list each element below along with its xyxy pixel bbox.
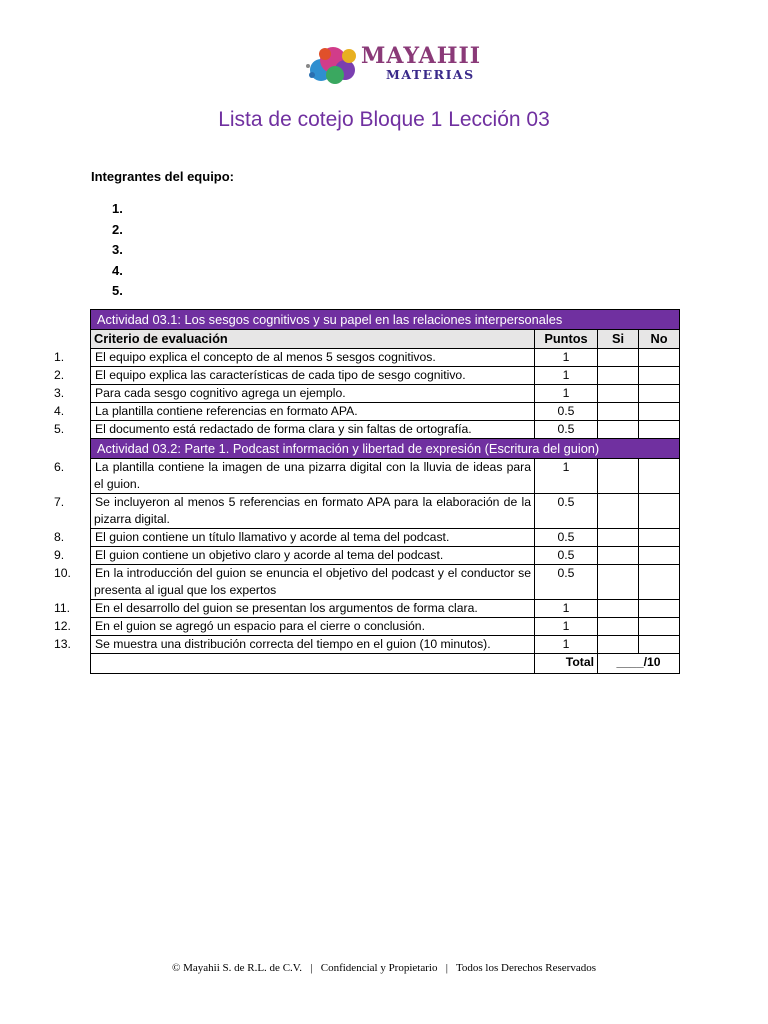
criterion-description: Se incluyeron al menos 5 referencias en formato APA para la elaboración de la pizarra digital. (94, 495, 531, 526)
criterion-points: 0.5 (535, 421, 598, 439)
criterion-number: 1. (54, 350, 65, 364)
member-item: 5. (112, 283, 123, 299)
criterion-number: 4. (54, 404, 65, 418)
criterion-row (91, 618, 680, 636)
no-checkbox-cell[interactable] (639, 529, 680, 547)
criterion-row (91, 459, 680, 494)
criterion-points: 0.5 (535, 565, 598, 600)
criterion-text (54, 367, 535, 385)
criterion-row (91, 600, 680, 618)
members-list (112, 199, 123, 302)
criterion-number: 6. (54, 460, 65, 474)
criterion-row (91, 547, 680, 565)
criterion-number: 7. (54, 495, 65, 509)
activity-2-title: Actividad 03.2: Parte 1. Podcast información y libertad de expresión (Escritura del guion) (91, 439, 680, 459)
criterion-points: 1 (535, 367, 598, 385)
logo-sub-text: MATERIAS (386, 67, 475, 82)
yes-checkbox-cell[interactable] (598, 385, 639, 403)
no-checkbox-cell[interactable] (639, 618, 680, 636)
no-checkbox-cell[interactable] (639, 600, 680, 618)
criterion-text (54, 529, 535, 547)
member-item: 2. (112, 221, 123, 237)
criterion-text (54, 494, 535, 529)
member-item: 1. (112, 201, 123, 216)
criterion-description: En el guion se agregó un espacio para el cierre o conclusión. (95, 619, 425, 633)
criterion-text (54, 349, 535, 367)
no-checkbox-cell[interactable] (639, 636, 680, 654)
yes-checkbox-cell[interactable] (598, 403, 639, 421)
criterion-number: 12. (54, 619, 71, 633)
criterion-points: 1 (535, 618, 598, 636)
criterion-row (91, 385, 680, 403)
criterion-description: En el desarrollo del guion se presentan los argumentos de forma clara. (95, 601, 478, 615)
yes-checkbox-cell[interactable] (598, 349, 639, 367)
criterion-description: El guion contiene un título llamativo y acorde al tema del podcast. (95, 530, 450, 544)
yes-checkbox-cell[interactable] (598, 547, 639, 565)
criterion-description: El equipo explica las características de cada tipo de sesgo cognitivo. (95, 368, 466, 382)
no-header: No (639, 330, 680, 349)
no-checkbox-cell[interactable] (639, 547, 680, 565)
criterion-description: En la introducción del guion se enuncia el objetivo del podcast y el conductor se presenta al igual que los expertos (94, 566, 531, 597)
points-header: Puntos (535, 330, 598, 349)
no-checkbox-cell[interactable] (639, 349, 680, 367)
criterion-description: El equipo explica el concepto de al menos 5 sesgos cognitivos. (95, 350, 436, 364)
criterion-text (54, 565, 535, 600)
criterion-row (91, 421, 680, 439)
no-checkbox-cell[interactable] (639, 459, 680, 494)
yes-checkbox-cell[interactable] (598, 565, 639, 600)
yes-checkbox-cell[interactable] (598, 421, 639, 439)
members-label: Integrantes del equipo: (91, 169, 235, 184)
criterion-description: La plantilla contiene referencias en formato APA. (95, 404, 358, 418)
criterion-number: 11. (54, 601, 71, 615)
criterion-points: 0.5 (535, 403, 598, 421)
criterion-points: 0.5 (535, 494, 598, 529)
no-checkbox-cell[interactable] (639, 367, 680, 385)
criterion-text (54, 618, 535, 636)
criterion-text (54, 421, 535, 439)
no-checkbox-cell[interactable] (639, 385, 680, 403)
criterion-points: 1 (535, 385, 598, 403)
activity-header-row (91, 310, 680, 330)
criterion-number: 8. (54, 530, 65, 544)
no-checkbox-cell[interactable] (639, 565, 680, 600)
no-checkbox-cell[interactable] (639, 403, 680, 421)
total-spacer (91, 654, 535, 674)
criterion-text (54, 459, 535, 494)
criterion-points: 1 (535, 636, 598, 654)
total-row (91, 654, 680, 674)
activity-2-rows (54, 459, 680, 654)
criterion-text (54, 547, 535, 565)
criterion-points: 1 (535, 600, 598, 618)
criterion-description: El guion contiene un objetivo claro y acorde al tema del podcast. (95, 548, 444, 562)
no-checkbox-cell[interactable] (639, 421, 680, 439)
column-header-row (91, 330, 680, 349)
criterion-text (54, 636, 535, 654)
criterion-header: Criterio de evaluación (91, 330, 535, 349)
member-item: 3. (112, 242, 123, 258)
criterion-number: 2. (54, 368, 65, 382)
criterion-number: 13. (54, 637, 71, 651)
yes-checkbox-cell[interactable] (598, 367, 639, 385)
criterion-text (54, 600, 535, 618)
company-logo (305, 42, 485, 88)
splash-logo-icon (305, 42, 365, 88)
checklist-table (54, 309, 680, 674)
criterion-number: 3. (54, 386, 65, 400)
yes-header: Si (598, 330, 639, 349)
criterion-text (54, 385, 535, 403)
yes-checkbox-cell[interactable] (598, 636, 639, 654)
criterion-row (91, 367, 680, 385)
page-title: Lista de cotejo Bloque 1 Lección 03 (218, 108, 550, 131)
activity-1-rows (54, 349, 680, 439)
criterion-row (91, 636, 680, 654)
activity-1-title: Actividad 03.1: Los sesgos cognitivos y su papel en las relaciones interpersonales (91, 310, 680, 330)
criterion-points: 1 (535, 349, 598, 367)
no-checkbox-cell[interactable] (639, 494, 680, 529)
criterion-description: Para cada sesgo cognitivo agrega un ejemplo. (95, 386, 346, 400)
yes-checkbox-cell[interactable] (598, 529, 639, 547)
yes-checkbox-cell[interactable] (598, 494, 639, 529)
criterion-row (91, 494, 680, 529)
criterion-description: La plantilla contiene la imagen de una pizarra digital con la lluvia de ideas para el guion. (94, 460, 531, 491)
activity-header-row (91, 439, 680, 459)
criterion-description: Se muestra una distribución correcta del tiempo en el guion (10 minutos). (95, 637, 491, 651)
criterion-text (54, 403, 535, 421)
criterion-row (91, 529, 680, 547)
footer: © Mayahii S. de R.L. de C.V. | Confidencial y Propietario | Todos los Derechos Reservados (171, 962, 597, 974)
criterion-points: 0.5 (535, 529, 598, 547)
criterion-number: 10. (54, 566, 71, 580)
criterion-points: 0.5 (535, 547, 598, 565)
yes-checkbox-cell[interactable] (598, 618, 639, 636)
criterion-row (91, 349, 680, 367)
criterion-number: 5. (54, 422, 65, 436)
total-value: ____/10 (598, 654, 680, 674)
criterion-points: 1 (535, 459, 598, 494)
member-item: 4. (112, 262, 123, 278)
yes-checkbox-cell[interactable] (598, 459, 639, 494)
yes-checkbox-cell[interactable] (598, 600, 639, 618)
logo-brand-text: MAYAHII (361, 43, 482, 69)
criterion-description: El documento está redactado de forma clara y sin faltas de ortografía. (95, 422, 472, 436)
criterion-row (91, 403, 680, 421)
total-label: Total (535, 654, 598, 674)
criterion-row (91, 565, 680, 600)
criterion-number: 9. (54, 548, 65, 562)
